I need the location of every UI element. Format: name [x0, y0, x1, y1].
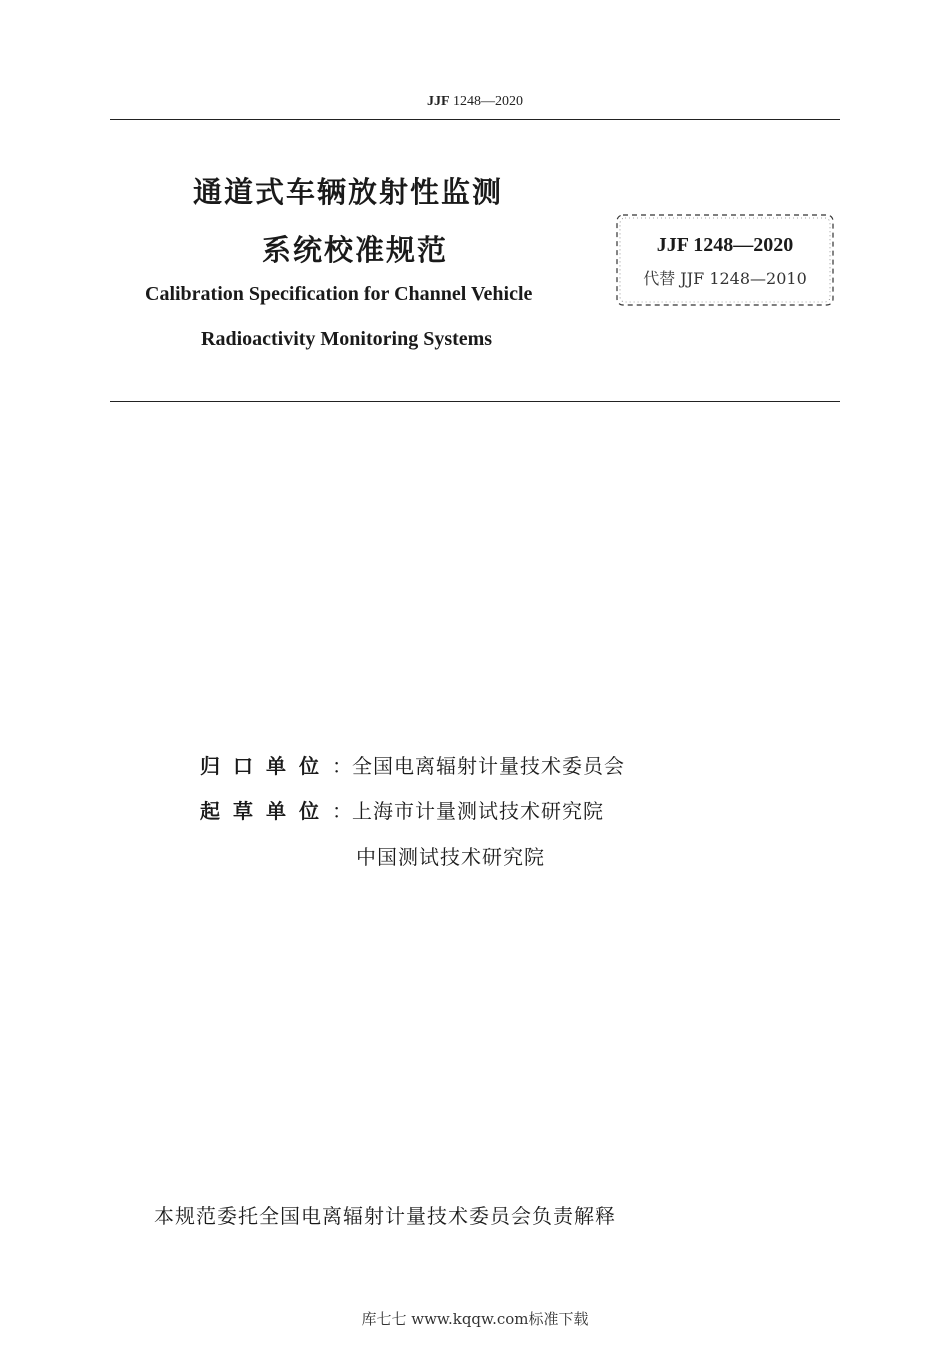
centralized-unit-label: 归口单位	[200, 754, 332, 778]
replaced-standard-code: 代替 JJF 1248—2010	[643, 269, 807, 288]
header-code-prefix: JJF	[426, 94, 450, 109]
standard-code: JJF 1248—2020	[656, 234, 794, 256]
drafting-unit-colon: ：	[332, 799, 352, 823]
title-divider	[110, 401, 840, 402]
title-en-line2: Radioactivity Monitoring Systems	[201, 328, 493, 350]
header-standard-code	[0, 94, 950, 110]
code-box-border	[614, 212, 836, 308]
centralized-unit-value: 全国电离辐射计量技术委员会	[352, 754, 625, 778]
footer-watermark: 库七七 www.kqqw.com标准下载	[361, 1310, 589, 1328]
centralized-unit-colon: ：	[332, 754, 352, 778]
interpretation-statement: 本规范委托全国电离辐射计量技术委员会负责解释	[154, 1204, 616, 1228]
centralized-unit-row	[200, 750, 625, 779]
header-divider	[110, 119, 840, 120]
title-cn-line2: 系统校准规范	[262, 233, 449, 267]
drafting-unit-label: 起草单位	[200, 799, 332, 823]
standard-code-box	[614, 212, 836, 308]
title-cn-line1: 通道式车辆放射性监测	[193, 175, 504, 209]
drafting-unit-value-1: 上海市计量测试技术研究院	[352, 799, 604, 823]
drafting-unit-row	[200, 795, 604, 824]
header-code-number: 1248—2020	[453, 94, 524, 109]
drafting-unit-value-2: 中国测试技术研究院	[356, 845, 545, 869]
title-en-line1: Calibration Specification for Channel Vehicle	[145, 283, 533, 305]
